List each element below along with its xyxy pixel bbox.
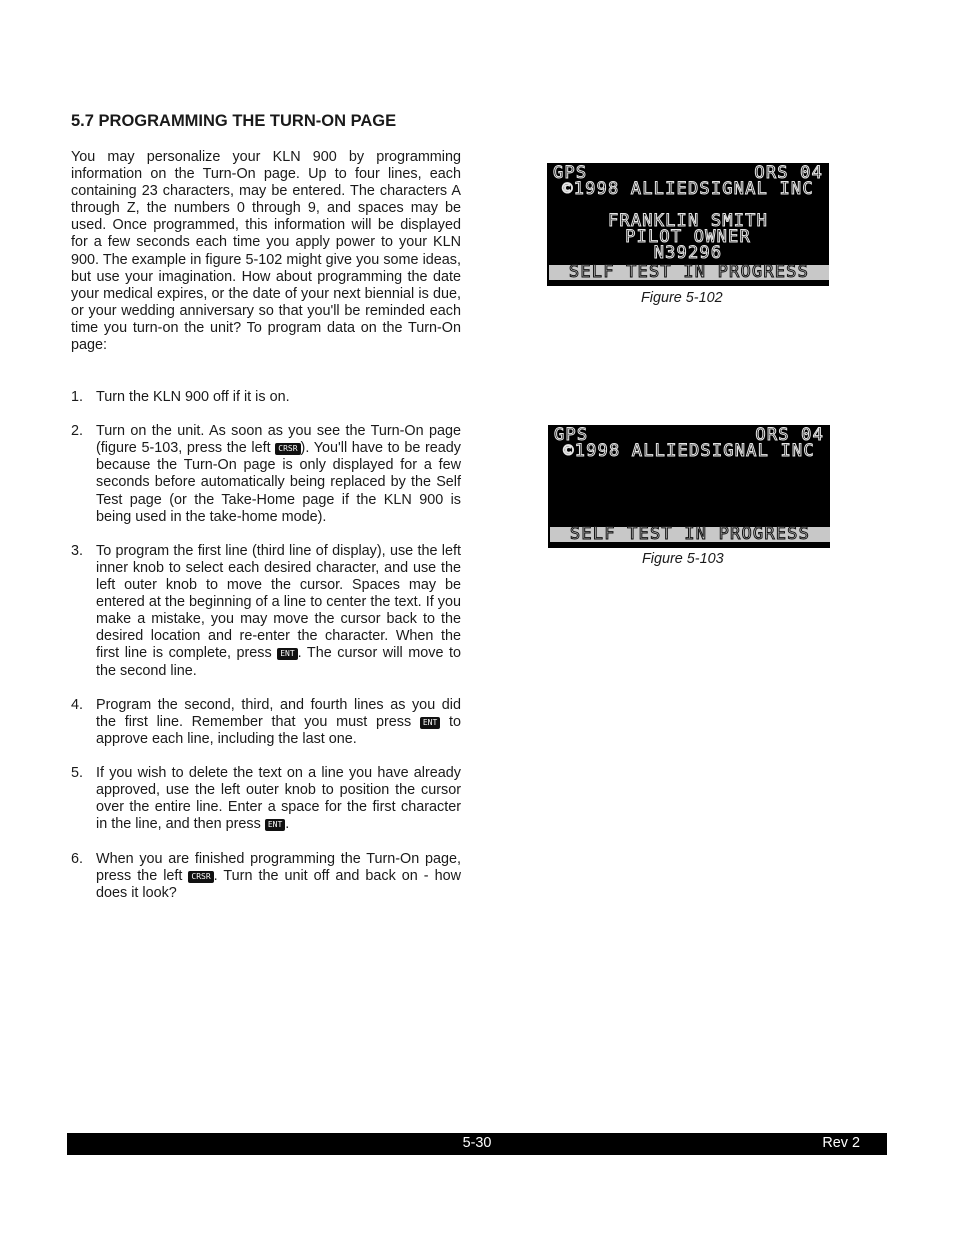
figure-caption: Figure 5-102: [641, 290, 723, 306]
ent-key-icon: ENT: [420, 717, 440, 729]
page-footer: [67, 1133, 887, 1155]
crsr-key-icon: CRSR: [188, 871, 213, 883]
mode-label: GPS: [554, 425, 589, 445]
turn-on-display-figure-103: [548, 425, 830, 548]
status-bar: [549, 262, 829, 282]
status-bar: [550, 524, 830, 544]
copyright-line: ©1998 ALLIEDSIGNAL INC: [563, 441, 815, 461]
step-text: to approve each line, including the last one.: [96, 713, 462, 747]
step-4: [71, 697, 461, 748]
step-2: [71, 423, 461, 526]
step-text: ). You'll have to be ready because the Turn-On page is only displayed for a few seconds before automatically being replaced by the Self Test page (or the Take-Home page if the KLN 900 is being used in the take-home mode).: [96, 440, 461, 525]
software-version: ORS 04: [754, 163, 823, 183]
step-number: 2.: [71, 423, 84, 440]
step-number: 6.: [71, 850, 84, 867]
copyright-line: ©1998 ALLIEDSIGNAL INC: [562, 179, 814, 199]
step-number: 5.: [71, 765, 84, 782]
ent-key-icon: ENT: [277, 648, 297, 660]
intro-paragraph: You may personalize your KLN 900 by programming information on the Turn-On page. Up to four lines, each containing 23 characters, may be entered. The characters A through Z, the numbers 0 through 9, and spaces may be used. Once programmed, this information will be displayed for a few seconds each time you apply power to your KLN 900. The example in figure 5-102 might give you some ideas, but use your imagination. How about programming the date your medical expires, or the date of your next biennial is due, or your wedding anniversary so that you'll be reminded each time you turn-on the unit? To program data on the Turn-On page:: [71, 149, 461, 354]
custom-line-2: PILOT OWNER: [625, 227, 751, 247]
page-number: 5-30: [462, 1135, 492, 1151]
step-text: To program the first line (third line of display), use the left inner knob to select each desired character, and use the left outer knob to move the cursor. Spaces may be entered at the beginning of a line to center the text. If you make a mistake, you may move the cursor back to the desired location and re-enter the character. When the first line is complete, press: [96, 542, 461, 662]
step-number: 3.: [71, 542, 84, 559]
step-text: If you wish to delete the text on a line you have already approved, use the left outer knob to position the cursor over the entire line. Enter a space for the first character in the line, and then press: [96, 765, 461, 833]
step-text: .: [285, 816, 290, 833]
step-text: . The cursor will move to the second line.: [96, 645, 461, 679]
step-1: [71, 389, 461, 406]
procedure-steps: [71, 389, 461, 919]
figure-caption: Figure 5-103: [642, 551, 724, 567]
revision-label: Rev 2: [822, 1135, 860, 1151]
status-text: SELF TEST IN PROGRESS: [569, 524, 811, 544]
status-text: SELF TEST IN PROGRESS: [568, 262, 810, 282]
mode-label: GPS: [553, 163, 588, 183]
custom-line-3: N39296: [653, 243, 723, 263]
custom-line-1: FRANKLIN SMITH: [607, 211, 769, 231]
step-6: [71, 851, 461, 902]
step-text: When you are finished programming the Turn-On page, press the left: [96, 850, 461, 884]
software-version: ORS 04: [755, 425, 824, 445]
turn-on-display-figure-102: [547, 163, 829, 286]
step-text: Turn the KLN 900 off if it is on.: [96, 389, 290, 405]
step-number: 1.: [71, 389, 84, 405]
step-text: Turn on the unit. As soon as you see the Turn-On page (figure 5-103, press the left: [96, 423, 461, 457]
step-3: [71, 543, 461, 680]
crsr-key-icon: CRSR: [275, 443, 300, 455]
step-5: [71, 765, 461, 833]
step-number: 4.: [71, 696, 84, 713]
step-text: Program the second, third, and fourth lines as you did the first line. Remember that you must press: [96, 696, 461, 730]
ent-key-icon: ENT: [265, 819, 285, 831]
step-text: . Turn the unit off and back on - how does it look?: [96, 867, 461, 901]
section-heading: 5.7 PROGRAMMING THE TURN-ON PAGE: [71, 112, 397, 130]
